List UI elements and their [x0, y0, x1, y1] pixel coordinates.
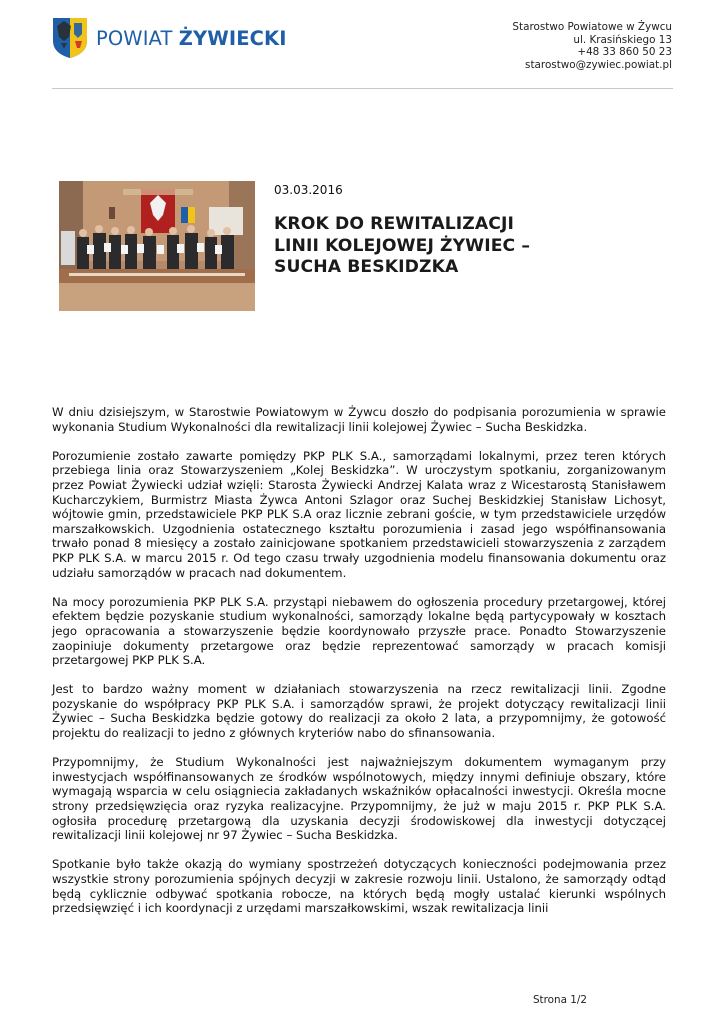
article-paragraph: Porozumienie zostało zawarte pomiędzy PKP PLK S.A., samorządami lokalnymi, przez teren których przebiega linia oraz Stowarzyszeniem „Kolej Beskidzka”. W uroczystym spotkaniu, zorganizowanym przez Powiat Żywiecki udział wzięli: Starosta Żywiecki Andrzej Kalata wraz z Wicestarostą Stanisławem Kucharczykiem, Burmistrz Miasta Żywca Antoni Szlagor oraz Suchej Beskidzkiej Stanisław Lichosyt, wójtowie gmin, przedstawiciele PKP PLK S.A oraz licznie zebrani goście, w tym przedstawiciele urzędów marszałkowskich. Uzgodnienia ostatecznego kształtu porozumienia i zasad jego współfinansowania trwało ponad 8 miesięcy a zostało zainicjowane spotkaniem przedstawicieli stowarzyszenia z zarządem PKP PLK S.A. w marcu 2015 r. Od tego czasu trwały uzgodnienia modelu finansowania dokumentu oraz udziału samorządów w pracach nad dokumentem.: [52, 448, 666, 580]
article-photo: [59, 181, 255, 311]
logo-text-bold: ŻYWIECKI: [178, 26, 287, 50]
page-number: Strona 1/2: [532, 994, 587, 1006]
logo[interactable]: [52, 17, 287, 59]
coat-of-arms-icon: [52, 17, 88, 59]
article-title-line: LINII KOLEJOWEJ ŻYWIEC –: [274, 235, 531, 256]
article-title-line: KROK DO REWITALIZACJI: [274, 214, 514, 234]
logo-wordmark: [96, 27, 287, 50]
article-paragraph: Jest to bardzo ważny moment w działaniach stowarzyszenia na rzecz rewitalizacji linii. Zgodne pozyskanie do współpracy PKP PLK S.A. i samorządów sprawi, że projekt dotyczący rewitalizacji linii Żywiec – Sucha Beskidzka będzie gotowy do realizacji za około 2 lata, a przypomnijmy, że gotowość projektu do realizacji to jedno z głównych kryteriów nabo do sfinansowania.: [52, 682, 666, 741]
article-paragraph: Przypomnijmy, że Studium Wykonalności jest najważniejszym dokumentem wymaganym przy inwestycjach współfinansowanych ze środków wspólnotowych, między innymi definiuje obszary, które wymagają wsparcia w celu osiągniecia zakładanych wskaźników opłacalności inwestycji. Określa mocne strony przedsięwzięcia oraz ryzyka realizacyjne. Przypomnijmy, że już w maju 2015 r. PKP PLK S.A. ogłosiła procedurę przetargową dla uzyskania decyzji środowiskowej dla inwestycji dotyczącej rewitalizacji linii kolejowej nr 97 Żywiec – Sucha Beskidzka.: [52, 755, 666, 843]
article-title-line: SUCHA BESKIDZKA: [274, 257, 459, 277]
office-address: ul. Krasińskiego 13: [573, 33, 672, 46]
article-date: 03.03.2016: [274, 183, 343, 197]
article-paragraph: W dniu dzisiejszym, w Starostwie Powiatowym w Żywcu doszło do podpisania porozumienia w sprawie wykonania Studium Wykonalności dla rewitalizacji linii kolejowej Żywiec – Sucha Beskidzka.: [52, 405, 666, 434]
header-divider: [52, 88, 673, 89]
office-name: Starostwo Powiatowe w Żywcu: [512, 21, 672, 33]
office-phone[interactable]: +48 33 860 50 23: [577, 46, 672, 59]
article-body: [52, 405, 666, 930]
office-email[interactable]: starostwo@zywiec.powiat.pl: [525, 58, 672, 71]
logo-text-regular: POWIAT: [96, 26, 179, 50]
contact-block: [512, 21, 672, 71]
article-title: [274, 214, 530, 279]
article-paragraph: Na mocy porozumienia PKP PLK S.A. przystąpi niebawem do ogłoszenia procedury przetargowej, której efektem będzie pozyskanie studium wykonalności, samorządy lokalne będą partycypowały w kosztach jego opracowania a stowarzyszenie będzie koordynowało przyszłe prace. Ponadto Stowarzyszenie zaopiniuje dokumenty przetargowe oraz będzie reprezentować samorządy w pracach komisji przetargowej PKP PLK S.A.: [52, 594, 666, 668]
article-paragraph: Spotkanie było także okazją do wymiany spostrzeżeń dotyczących konieczności podejmowania przez wszystkie strony porozumienia spójnych decyzji w zakresie rozwoju linii. Ustalono, że samorządy odtąd będą cyklicznie odbywać spotkania robocze, na których będą mogły ustalać kierunki wspólnych przedsięwzięć i ich koordynacji z urzędami marszałkowskimi, wszak rewitalizacja linii: [52, 857, 666, 916]
